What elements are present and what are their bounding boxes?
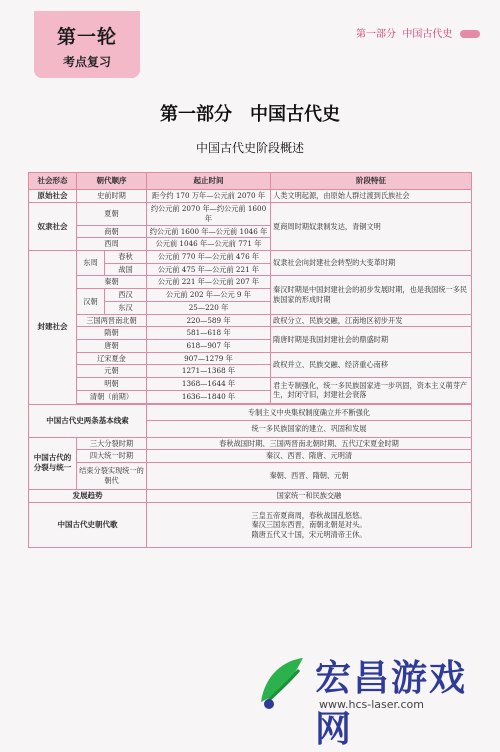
label-cell: 结束分裂实现统一的朝代 — [77, 463, 147, 490]
dynasty-cell: 史前时期 — [77, 190, 147, 203]
time-cell: 约公元前 2070 年—约公元前 1600 年 — [147, 203, 271, 225]
watermark-name: 宏昌游戏网 — [315, 658, 468, 750]
value-cell: 秦汉、西晋、隋唐、元明清 — [147, 450, 472, 463]
label-cell: 三大分裂时期 — [77, 437, 147, 450]
header-cell: 社会形态 — [29, 173, 77, 190]
watermark-url: www.hcs-laser.com — [319, 698, 424, 711]
time-cell: 距今约 170 万年—公元前 2070 年 — [147, 190, 271, 203]
feature-cell: 秦汉时期是中国封建社会的初步发展时期，也是我国统一多民族国家的形成时期 — [271, 276, 472, 314]
table-row — [29, 404, 472, 421]
time-cell: 公元前 770 年—公元前 476 年 — [147, 251, 271, 264]
round-title: 第一轮 — [56, 26, 117, 48]
time-cell: 约公元前 1600 年—公元前 1046 年 — [147, 225, 271, 238]
watermark-logo — [255, 648, 495, 750]
song-cell — [147, 503, 472, 548]
running-header — [356, 25, 480, 40]
category-cell: 封建社会 — [29, 251, 77, 405]
feature-cell: 政权分立、民族交融，江南地区初步开发 — [271, 314, 472, 327]
header-cell: 起止时间 — [147, 173, 271, 190]
label-cell: 四大统一时期 — [77, 450, 147, 463]
line-cell: 专制主义中央集权制度确立并不断强化 — [147, 404, 472, 421]
table-row — [29, 463, 472, 490]
table-row — [29, 437, 472, 450]
header-cell: 朝代顺序 — [77, 173, 147, 190]
page-title: 第一部分 中国古代史 — [160, 104, 340, 125]
value-cell: 秦朝、西晋、隋朝、元朝 — [147, 463, 472, 490]
header-name: 中国古代史 — [402, 29, 453, 40]
table-row — [29, 276, 472, 289]
dynasty-cell: 东周 — [77, 251, 105, 276]
time-cell: 581—618 年 — [147, 327, 271, 340]
dynasty-cell: 秦朝 — [77, 276, 147, 289]
table-header-row — [29, 173, 472, 190]
table-row — [29, 352, 472, 365]
subdynasty-cell: 西汉 — [105, 289, 147, 302]
category-cell: 发展趋势 — [29, 490, 147, 503]
time-cell: 公元前 1046 年—公元前 771 年 — [147, 238, 271, 251]
category-cell: 奴隶社会 — [29, 203, 77, 251]
value-cell: 春秋战国时期、三国两晋南北朝时期、五代辽宋夏金时期 — [147, 437, 472, 450]
dynasty-cell: 元朝 — [77, 365, 147, 378]
song-line: 隋唐五代又十国，宋元明清帝王休。 — [251, 530, 367, 540]
category-cell: 中国古代史朝代歌 — [29, 503, 147, 548]
category-cell: 中国古代史两条基本线索 — [29, 404, 147, 437]
table-row — [29, 327, 472, 340]
dynasty-cell: 夏朝 — [77, 203, 147, 225]
section-subtitle: 中国古代史阶段概述 — [195, 141, 304, 155]
time-cell: 公元前 475 年—公元前 221 年 — [147, 263, 271, 276]
round-subtitle: 考点复习 — [62, 55, 111, 69]
subdynasty-cell: 战国 — [105, 263, 147, 276]
time-cell: 1636—1840 年 — [147, 390, 271, 403]
dynasty-cell: 唐朝 — [77, 340, 147, 353]
header-pill-icon — [460, 30, 480, 38]
time-cell: 907—1279 年 — [147, 352, 271, 365]
category-cell: 原始社会 — [29, 190, 77, 203]
feature-cell: 隋唐时期是我国封建社会的鼎盛时期 — [271, 327, 472, 352]
time-cell: 公元前 221 年—公元前 207 年 — [147, 276, 271, 289]
time-cell: 220—589 年 — [147, 314, 271, 327]
table-row — [29, 378, 472, 391]
dynasty-cell: 西周 — [77, 238, 147, 251]
table-row — [29, 251, 472, 264]
song-line: 三皇五帝夏商周，春秋战国乱悠悠。 — [251, 510, 367, 520]
subdynasty-cell: 春秋 — [105, 251, 147, 264]
round-banner — [34, 11, 140, 78]
time-cell: 1368—1644 年 — [147, 378, 271, 391]
dynasty-cell: 三国两晋南北朝 — [77, 314, 147, 327]
dynasty-cell: 辽宋夏金 — [77, 352, 147, 365]
header-part: 第一部分 — [356, 29, 396, 40]
header-cell: 阶段特征 — [271, 173, 472, 190]
table-row — [29, 490, 472, 503]
table-row — [29, 203, 472, 225]
table-row — [29, 450, 472, 463]
song-line: 秦汉三国东西晋，南朝北朝是对头。 — [251, 520, 367, 530]
feature-cell: 人类文明起源，由原始人群过渡到氏族社会 — [271, 190, 472, 203]
feature-cell: 奴隶社会向封建社会转型的大变革时期 — [271, 251, 472, 276]
leaf-logo-icon — [255, 654, 307, 710]
dynasty-cell: 清朝（前期） — [77, 390, 147, 403]
time-cell: 618—907 年 — [147, 340, 271, 353]
table-row — [29, 190, 472, 203]
time-cell: 公元前 202 年—公元 9 年 — [147, 289, 271, 302]
category-cell: 中国古代的分裂与统一 — [29, 437, 77, 489]
dynasty-cell: 隋朝 — [77, 327, 147, 340]
subdynasty-cell: 东汉 — [105, 301, 147, 314]
value-cell: 国家统一和民族交融 — [147, 490, 472, 503]
dynasty-cell: 商朝 — [77, 225, 147, 238]
feature-cell: 君主专制强化，统一多民族国家进一步巩固，资本主义萌芽产生，封闭守旧，封建社会衰落 — [271, 378, 472, 403]
dynasty-cell: 明朝 — [77, 378, 147, 391]
table-row — [29, 503, 472, 548]
time-cell: 25—220 年 — [147, 301, 271, 314]
table-row — [29, 314, 472, 327]
feature-cell: 政权并立、民族交融、经济重心南移 — [271, 352, 472, 377]
line-cell: 统一多民族国家的建立、巩固和发展 — [147, 421, 472, 438]
dynasty-cell: 汉朝 — [77, 289, 105, 314]
overview-table — [28, 172, 471, 548]
time-cell: 1271—1368 年 — [147, 365, 271, 378]
feature-cell: 夏商周时期奴隶制发达，青铜文明 — [271, 203, 472, 251]
